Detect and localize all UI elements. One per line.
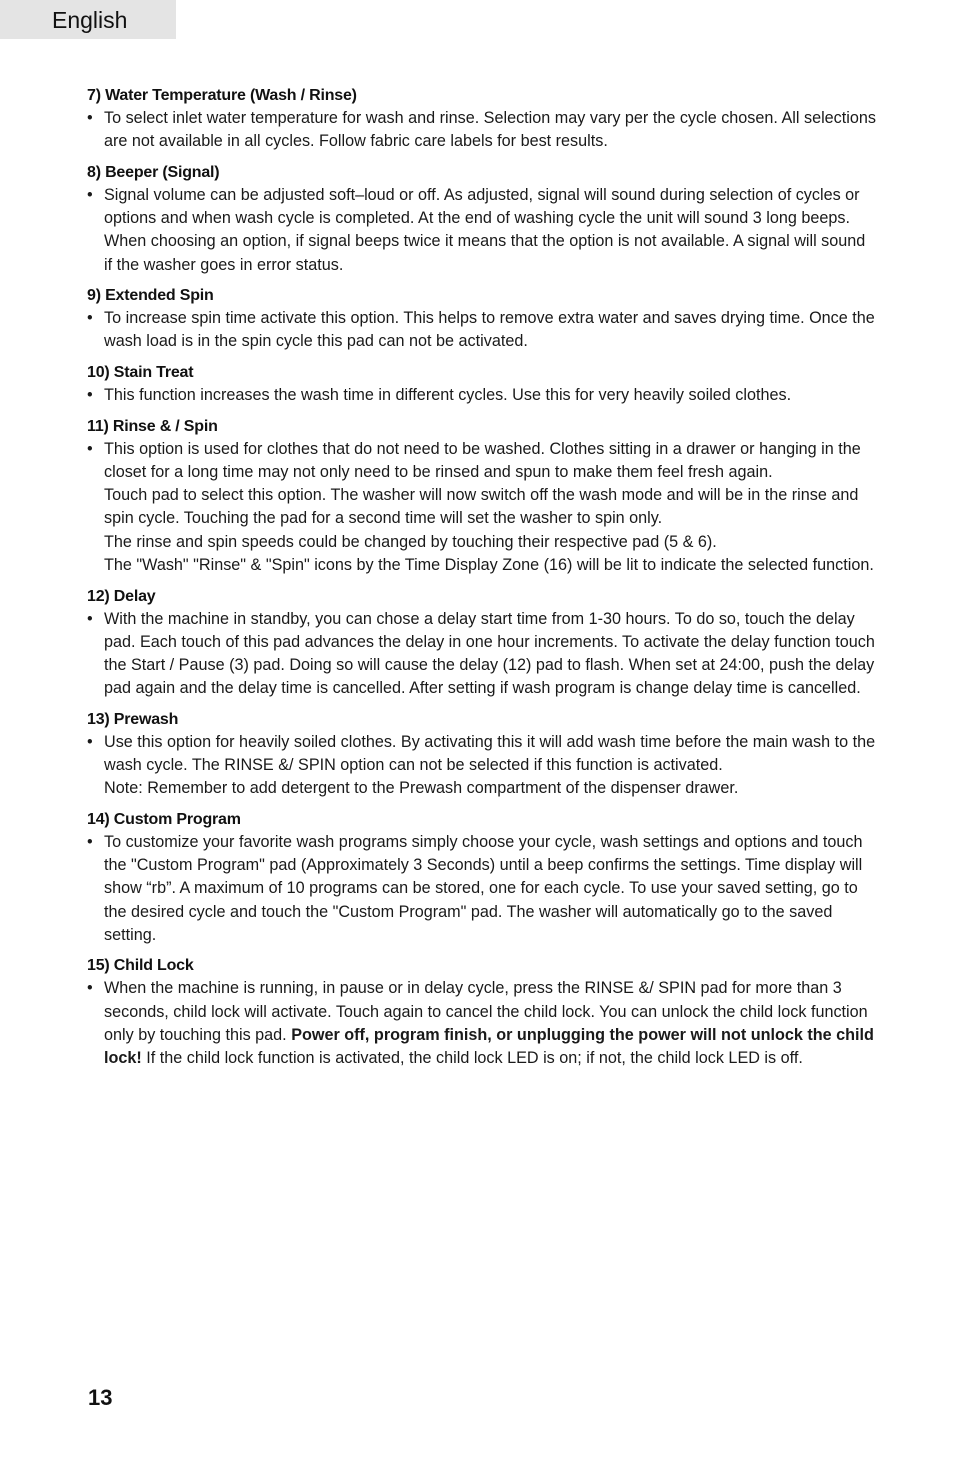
paragraph <box>104 977 877 1070</box>
section-custom-program <box>87 808 877 947</box>
paragraph: Note: Remember to add detergent to the Prewash compartment of the dispenser drawer. <box>104 779 739 798</box>
paragraph: The rinse and spin speeds could be changed by touching their respective pad (5 & 6). <box>104 532 717 551</box>
paragraph: To increase spin time activate this option. This helps to remove extra water and saves drying time. Once the wash load is in the spin cycle this pad can not be activated. <box>104 309 875 351</box>
section-beeper <box>87 161 877 277</box>
bullet-icon: • <box>87 979 93 998</box>
section-body <box>87 731 877 801</box>
child-lock-led-text: If the child lock function is activated, the child lock LED is on; if not, the child lock LED is off. <box>141 1049 803 1068</box>
section-body <box>87 438 877 577</box>
paragraph: Use this option for heavily soiled clothes. By activating this it will add wash time before the main wash to the wash cycle. The RINSE &/ SPIN option can not be selected if this function is activated. <box>104 732 876 775</box>
section-heading: 10) Stain Treat <box>87 364 194 382</box>
section-delay <box>87 585 877 701</box>
bullet-icon: • <box>87 185 93 204</box>
child-lock-text: When the machine is running, in pause or in delay cycle, press the RINSE &/ SPIN pad for more than 3 seconds, child lock will activate. Touch again to cancel the child lock. You can unlock the child lock function only by touching this pad. <box>104 979 868 1044</box>
bullet-icon: • <box>87 109 93 127</box>
section-body <box>87 977 877 1070</box>
section-body <box>87 107 877 153</box>
section-heading: 8) Beeper (Signal) <box>87 163 220 181</box>
paragraph: This option is used for clothes that do not need to be washed. Clothes sitting in a drawer or hanging in the closet for a long time may not only need to be rinsed and spun to make them feel fresh again. <box>104 439 861 482</box>
paragraph: Touch pad to select this option. The washer will now switch off the wash mode and will be in the rinse and spin cycle. Touching the pad for a second time will set the washer to spin only. <box>104 486 859 528</box>
section-child-lock <box>87 954 877 1070</box>
section-body <box>87 831 877 947</box>
paragraph: To customize your favorite wash programs simply choose your cycle, wash settings and options and touch the "Custom Program" pad (Approximately 3 Seconds) until a beep confirms the settings. Time display will show “rb”. A maximum of 10 programs can be stored, one for each cycle. To use your saved setting, go to the desired cycle and touch the "Custom Program" pad. The washer will automatically go to the saved setting. <box>104 832 863 944</box>
child-lock-warning: Power off, program finish, or unplugging the power will not unlock the child lock! <box>104 1025 874 1068</box>
section-body <box>87 608 877 701</box>
section-body <box>87 184 877 277</box>
section-heading: 12) Delay <box>87 587 156 605</box>
language-label: English <box>52 7 128 33</box>
bullet-icon: • <box>87 832 93 851</box>
bullet-icon: • <box>87 732 93 751</box>
section-heading: 14) Custom Program <box>87 810 241 828</box>
page-number: 13 <box>88 1385 113 1410</box>
section-rinse-spin <box>87 415 877 577</box>
section-heading: 11) Rinse & / Spin <box>87 417 218 435</box>
bullet-icon: • <box>87 439 93 458</box>
section-stain-treat <box>87 361 877 407</box>
paragraph: To select inlet water temperature for wash and rinse. Selection may vary per the cycle chosen. All selections are not available in all cycles. Follow fabric care labels for best results. <box>104 109 876 151</box>
paragraph: The "Wash" "Rinse" & "Spin" icons by the Time Display Zone (16) will be lit to indicate the selected function. <box>104 555 874 574</box>
paragraph: Signal volume can be adjusted soft–loud or off. As adjusted, signal will sound during selection of cycles or options and when wash cycle is completed. At the end of washing cycle the unit will sound 3 long beeps. When choosing an option, if signal beeps twice it means that the option is not available. A signal will sound if the washer goes in error status. <box>104 185 866 274</box>
manual-content <box>87 84 877 1078</box>
section-prewash <box>87 708 877 801</box>
bullet-icon: • <box>87 309 93 328</box>
section-extended-spin <box>87 284 877 353</box>
paragraph: With the machine in standby, you can chose a delay start time from 1-30 hours. To do so, touch the delay pad. Each touch of this pad advances the delay in one hour increments. To activate the delay function touch the Start / Pause (3) pad. Doing so will cause the delay (12) pad to flash. When set at 24:00, push the delay pad again and the delay time is cancelled. After setting if wash program is change delay time is cancelled. <box>104 609 875 698</box>
bullet-icon: • <box>87 386 93 405</box>
paragraph: This function increases the wash time in different cycles. Use this for very heavily soiled clothes. <box>104 386 792 405</box>
section-body <box>87 307 877 353</box>
section-body <box>87 384 877 407</box>
section-heading: 13) Prewash <box>87 710 179 728</box>
language-tab <box>0 0 176 39</box>
bullet-icon: • <box>87 609 93 628</box>
section-heading: 7) Water Temperature (Wash / Rinse) <box>87 87 357 104</box>
section-water-temperature <box>87 84 877 153</box>
section-heading: 15) Child Lock <box>87 957 194 975</box>
section-heading: 9) Extended Spin <box>87 287 214 305</box>
